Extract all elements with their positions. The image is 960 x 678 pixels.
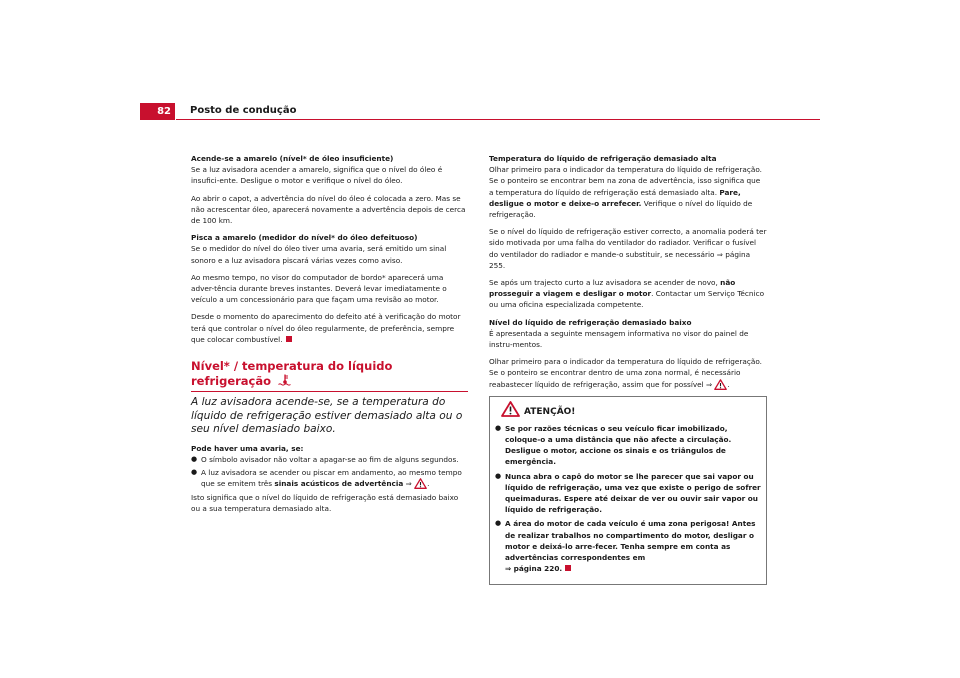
section-divider: [191, 391, 468, 392]
heading-coolant-too-hot: Temperatura do líquido de refrigeração demasiado alta: [489, 154, 717, 163]
section-intro: A luz avisadora acende-se, se a temperatura do líquido de refrigeração estiver demasiado alta ou o seu nível demasiado baixo.: [191, 396, 463, 436]
heading-oil-low: Acende-se a amarelo (nível* de óleo insuficiente): [191, 154, 394, 163]
heading-oil-sensor-faulty: Pisca a amarelo (medidor do nível* do óleo defeituoso): [191, 233, 418, 243]
left-column: [191, 153, 468, 520]
paragraph: Isto significa que o nível do líquido de refrigeração está demasiado baixo ou a sua temperatura demasiado alta.: [191, 492, 459, 513]
paragraph: Olhar primeiro para o indicador da temperatura do líquido de refrigeração. Se o ponteiro se encontrar bem na zona de advertência, isso significa que a temperatura do líquido de refrigeração está demasiado alta. Pare, desligue o motor e deixe-o arrefecer. Verifique o nível do líquido de refrigeração.: [489, 165, 762, 220]
paragraph: Se após um trajecto curto a luz avisadora se acender de novo, não prosseguir a viagem e desligar o motor. Contactar um Serviço Técnico ou uma oficina especializada competente.: [489, 278, 765, 310]
warning-item: ● Se por razões técnicas o seu veículo ficar imobilizado, coloque-o a uma distância que não afecte a circulação. Desligue o motor, accione os sinais e os triângulos de emergência.: [495, 423, 761, 468]
heading-possible-fault: Pode haver uma avaria, se:: [191, 443, 304, 453]
list-item: ● O símbolo avisador não voltar a apagar-se ao fim de alguns segundos.: [191, 454, 468, 465]
paragraph: Se a luz avisadora acender a amarelo, significa que o nível do óleo é insufici-ente. Desligue o motor e verifique o nível do óleo.: [191, 165, 443, 186]
section-title: Nível* / temperatura do líquido refrigeração: [191, 359, 393, 389]
page-number: 82: [157, 106, 171, 117]
paragraph: Ao abrir o capot, a advertência do nível do óleo é colocada a zero. Mas se não acrescentar óleo, aparecerá novamente a advertência depois de cerca de 100 km.: [191, 193, 466, 226]
paragraph: Ao mesmo tempo, no visor do computador de bordo* aparecerá uma adver-tência durante breves instantes. Deverá levar imediatamente o veículo a um concessionário para que façam uma revisão ao motor.: [191, 272, 447, 305]
end-of-section-icon: [565, 565, 571, 571]
paragraph: Se o nível do líquido de refrigeração estiver correcto, a anomalia poderá ter sido motivada por uma falha do ventilador do radiador. Verificar o fusível do ventilador do radiador e mande-o substituir, se necessário ⇒ página 255.: [489, 227, 767, 270]
heading-coolant-too-low: Nível do líquido de refrigeração demasiado baixo: [489, 317, 692, 327]
warning-title: ATENÇÃO!: [495, 401, 761, 419]
paragraph: Olhar primeiro para o indicador da temperatura do líquido de refrigeração. Se o ponteiro se encontrar dentro de uma zona normal, é necessário reabastecer líquido de refrigeração, assim que for possível ⇒ .: [489, 357, 762, 389]
warning-item: ● A área do motor de cada veículo é uma zona perigosa! Antes de realizar trabalhos no compartimento do motor, desligar o motor e deixá-lo arre-fecer. Tenha sempre em conta as advertências correspondentes em ⇒ página 220.: [495, 518, 761, 574]
paragraph: Se o medidor do nível do óleo tiver uma avaria, será emitido um sinal sonoro e a luz avisadora piscará várias vezes como aviso.: [191, 244, 447, 265]
warning-triangle-icon: [714, 379, 727, 390]
right-column: [489, 153, 767, 585]
warning-triangle-icon: [501, 401, 520, 417]
coolant-temperature-icon: [278, 374, 292, 386]
warning-box: [489, 396, 767, 585]
header-divider: [176, 119, 820, 120]
warning-item: ● Nunca abra o capô do motor se lhe parecer que sai vapor ou líquido de refrigeração, uma vez que existe o perigo de sofrer queimaduras. Espere até deixar de ver ou ouvir sair vapor ou líquido de refrigeração.: [495, 471, 761, 516]
paragraph: É apresentada a seguinte mensagem informativa no visor do painel de instru-mentos.: [489, 328, 749, 350]
paragraph: Desde o momento do aparecimento do defeito até à verificação do motor terá que controlar o nível do óleo regularmente, de preferência, sempre que colocar combustível.: [191, 312, 461, 344]
page-header-title: Posto de condução: [190, 105, 297, 116]
list-item: ● A luz avisadora se acender ou piscar em andamento, ao mesmo tempo que se emitem três sinais acústicos de advertência ⇒ .: [191, 467, 468, 489]
warning-triangle-icon: [414, 478, 427, 489]
end-of-section-icon: [286, 336, 292, 342]
